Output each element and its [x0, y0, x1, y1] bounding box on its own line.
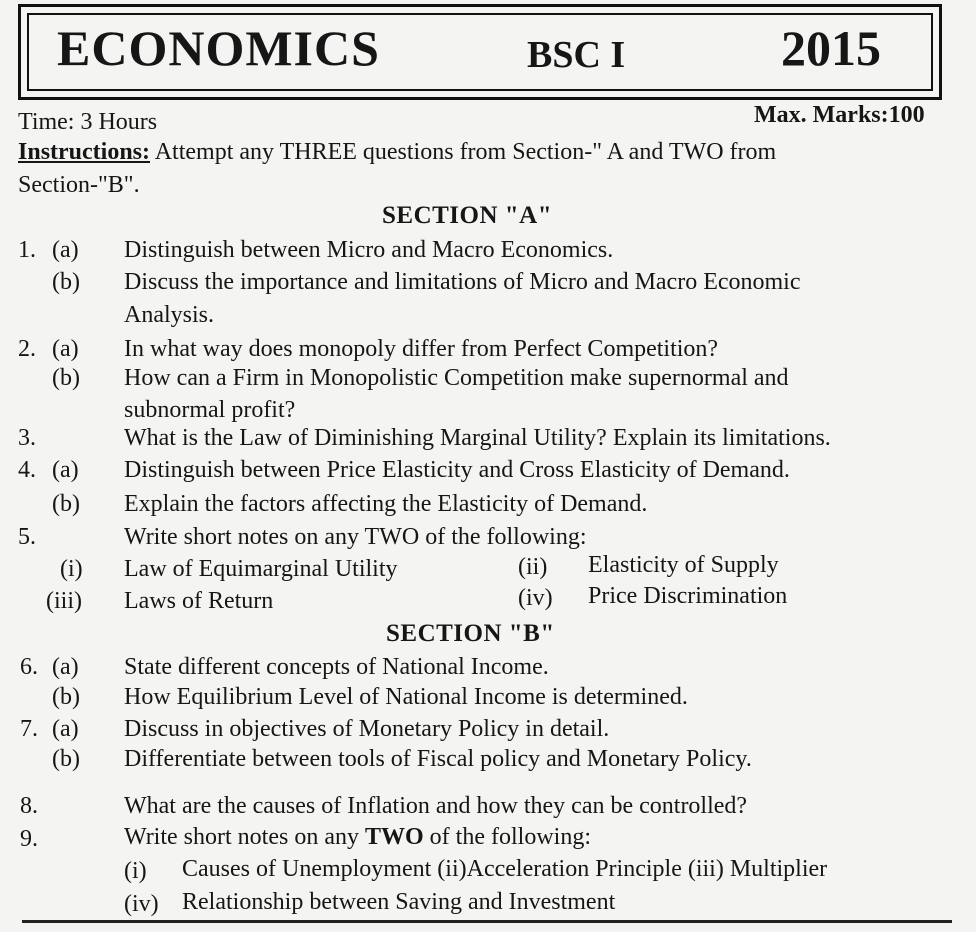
q9-text-post: of the following: [423, 824, 591, 850]
instructions-label: Instructions: [18, 139, 151, 165]
bottom-rule [22, 920, 952, 923]
question-text: In what way does monopoly differ from Perfect Competition? [124, 336, 719, 362]
note-text: Law of Equimarginal Utility [124, 556, 398, 582]
question-text: Write short notes on any TWO of the following: [124, 524, 587, 550]
note-label: (i) [60, 556, 83, 582]
note-label: (iv) [518, 585, 553, 611]
question-part: (b) [52, 746, 80, 772]
question-part: (a) [52, 336, 79, 362]
section-b-title: SECTION "B" [386, 620, 555, 647]
class-name: BSC I [527, 34, 626, 76]
question-number: 3. [18, 425, 36, 451]
question-part: (b) [52, 491, 80, 517]
instructions-text-2: Section-"B". [18, 172, 140, 198]
question-text: Explain the factors affecting the Elasticity of Demand. [124, 491, 648, 517]
question-text: State different concepts of National Income. [124, 654, 549, 680]
question-part: (a) [52, 716, 79, 742]
question-part: (b) [52, 365, 80, 391]
note-label: (iii) [46, 588, 82, 614]
q9-text-bold: TWO [364, 824, 424, 850]
note-label: (ii) [518, 554, 548, 580]
question-number: 5. [18, 524, 36, 550]
question-part: (b) [52, 269, 80, 295]
question-text: Distinguish between Micro and Macro Economics. [124, 237, 614, 263]
question-part: (b) [52, 684, 80, 710]
question-number: 6. [20, 654, 38, 680]
question-text: How Equilibrium Level of National Income is determined. [124, 684, 688, 710]
note-text: Elasticity of Supply [588, 552, 779, 578]
subject-title: ECONOMICS [57, 20, 380, 76]
header-inner-border [27, 13, 933, 91]
note-label: (iv) [124, 891, 159, 917]
exam-year: 2015 [781, 20, 881, 76]
section-a-title: SECTION "A" [382, 202, 553, 229]
note-label: (i) [124, 858, 147, 884]
instructions-text: Attempt any THREE questions from Section-" A and TWO from [154, 139, 777, 165]
question-number: 8. [20, 793, 38, 819]
question-text: Discuss in objectives of Monetary Policy in detail. [124, 716, 610, 742]
question-part: (a) [52, 654, 79, 680]
question-text: Distinguish between Price Elasticity and Cross Elasticity of Demand. [124, 457, 790, 483]
max-marks: Max. Marks:100 [754, 102, 925, 128]
question-number: 9. [20, 826, 38, 852]
question-part: (a) [52, 457, 79, 483]
question-text: How can a Firm in Monopolistic Competition make supernormal and [124, 365, 789, 391]
header-box [18, 4, 942, 100]
note-text: Relationship between Saving and Investment [182, 889, 616, 915]
question-text: What is the Law of Diminishing Marginal Utility? Explain its limitations. [124, 425, 831, 451]
question-text: Differentiate between tools of Fiscal policy and Monetary Policy. [124, 746, 752, 772]
q9-text-pre: Write short notes on any [124, 824, 365, 850]
question-text [124, 823, 591, 851]
question-number: 4. [18, 457, 36, 483]
note-text: Causes of Unemployment (ii)Acceleration Principle (iii) Multiplier [182, 856, 828, 882]
instructions-line [18, 138, 776, 166]
question-text: Analysis. [124, 302, 214, 328]
question-part: (a) [52, 237, 79, 263]
question-text: What are the causes of Inflation and how they can be controlled? [124, 793, 748, 819]
question-text: Discuss the importance and limitations of Micro and Macro Economic [124, 269, 801, 295]
question-number: 2. [18, 336, 36, 362]
note-text: Price Discrimination [588, 583, 788, 609]
question-number: 1. [18, 237, 36, 263]
question-text: subnormal profit? [124, 397, 296, 423]
note-text: Laws of Return [124, 588, 274, 614]
question-number: 7. [20, 716, 38, 742]
time-label: Time: 3 Hours [18, 109, 158, 135]
